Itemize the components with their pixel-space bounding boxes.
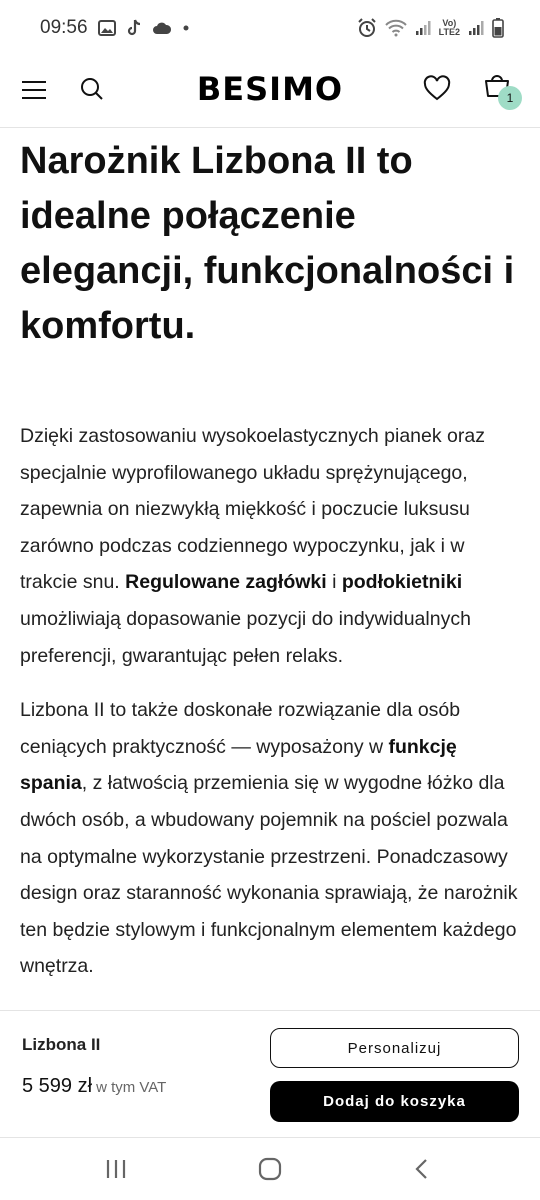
description-paragraph-1	[20, 418, 525, 674]
signal-icon-2	[468, 20, 484, 36]
product-name: Lizbona II	[22, 1035, 101, 1054]
personalize-button[interactable]: Personalizuj	[270, 1028, 519, 1068]
p2-text-1: Lizbona II to także doskonałe rozwiązanie dla osób ceniących praktyczność — wyposażony w	[20, 699, 461, 758]
brand-logo[interactable]: BESIMO	[196, 70, 344, 108]
p1-text-1: Dzięki zastosowaniu wysokoelastycznych pianek oraz specjalnie wyprofilowanego układu sprężynującego, zapewnia on niezwykłą miękkość i poczucie luksusu zarówno podczas codziennego wypoczynku, jak i w trakcie snu.	[20, 425, 485, 594]
status-bar	[0, 0, 540, 56]
wishlist-button[interactable]	[422, 74, 452, 104]
wifi-icon	[385, 19, 407, 37]
price-value: 5 599 zł	[22, 1075, 93, 1097]
heart-icon	[422, 74, 452, 104]
system-nav-bar	[0, 1138, 540, 1200]
signal-icon-1	[415, 20, 431, 36]
add-to-cart-button[interactable]: Dodaj do koszyka	[270, 1081, 519, 1122]
price-vat-note: w tym VAT	[96, 1079, 167, 1096]
battery-icon	[492, 18, 504, 38]
p2-bold-sleep-function: funkcję spania	[20, 735, 457, 795]
status-right	[357, 18, 504, 38]
recent-apps-icon	[104, 1157, 128, 1181]
product-price	[22, 1075, 166, 1098]
alarm-icon	[357, 18, 377, 38]
sticky-product-bar	[0, 1010, 540, 1138]
status-time: 09:56	[40, 17, 88, 38]
lte-bottom-label: LTE2	[438, 27, 460, 37]
p1-text-2: i	[326, 571, 342, 594]
description-headline: Narożnik Lizbona II to idealne połączenie elegancji, funkcjonalności i komfortu.	[20, 140, 515, 347]
lte-indicator	[439, 19, 460, 37]
p1-text-3: umożliwiają dopasowanie pozycji do indywidualnych preferencji, gwarantując pełen relaks.	[20, 607, 471, 667]
p2-text-2: , z łatwością przemienia się w wygodne łóżko dla dwóch osób, a wbudowany pojemnik na pościel pozwala na optymalne wykorzystanie przestrzeni. Ponadczasowy design oraz staranność wykonania sprawiają, że narożnik ten będzie stylowym i funkcjonalnym elementem każdego wnętrza.	[20, 772, 518, 978]
p1-bold-armrests: podłokietniki	[341, 571, 463, 594]
p1-bold-headrests: Regulowane zagłówki	[125, 571, 327, 594]
status-left	[40, 17, 190, 39]
home-button[interactable]	[257, 1157, 283, 1186]
tiktok-icon	[126, 19, 142, 37]
description-paragraph-2	[20, 692, 525, 985]
gallery-icon	[98, 20, 116, 36]
lte-top-label: Vo)	[442, 18, 457, 28]
notification-dot-icon	[182, 24, 190, 32]
back-chevron-icon	[411, 1157, 433, 1181]
cloud-icon	[152, 21, 172, 35]
cart-count-badge: 1	[498, 86, 522, 110]
back-button[interactable]	[411, 1157, 433, 1186]
site-header	[0, 56, 540, 128]
product-description	[20, 128, 525, 985]
home-icon	[257, 1157, 283, 1181]
recent-apps-button[interactable]	[104, 1157, 128, 1186]
